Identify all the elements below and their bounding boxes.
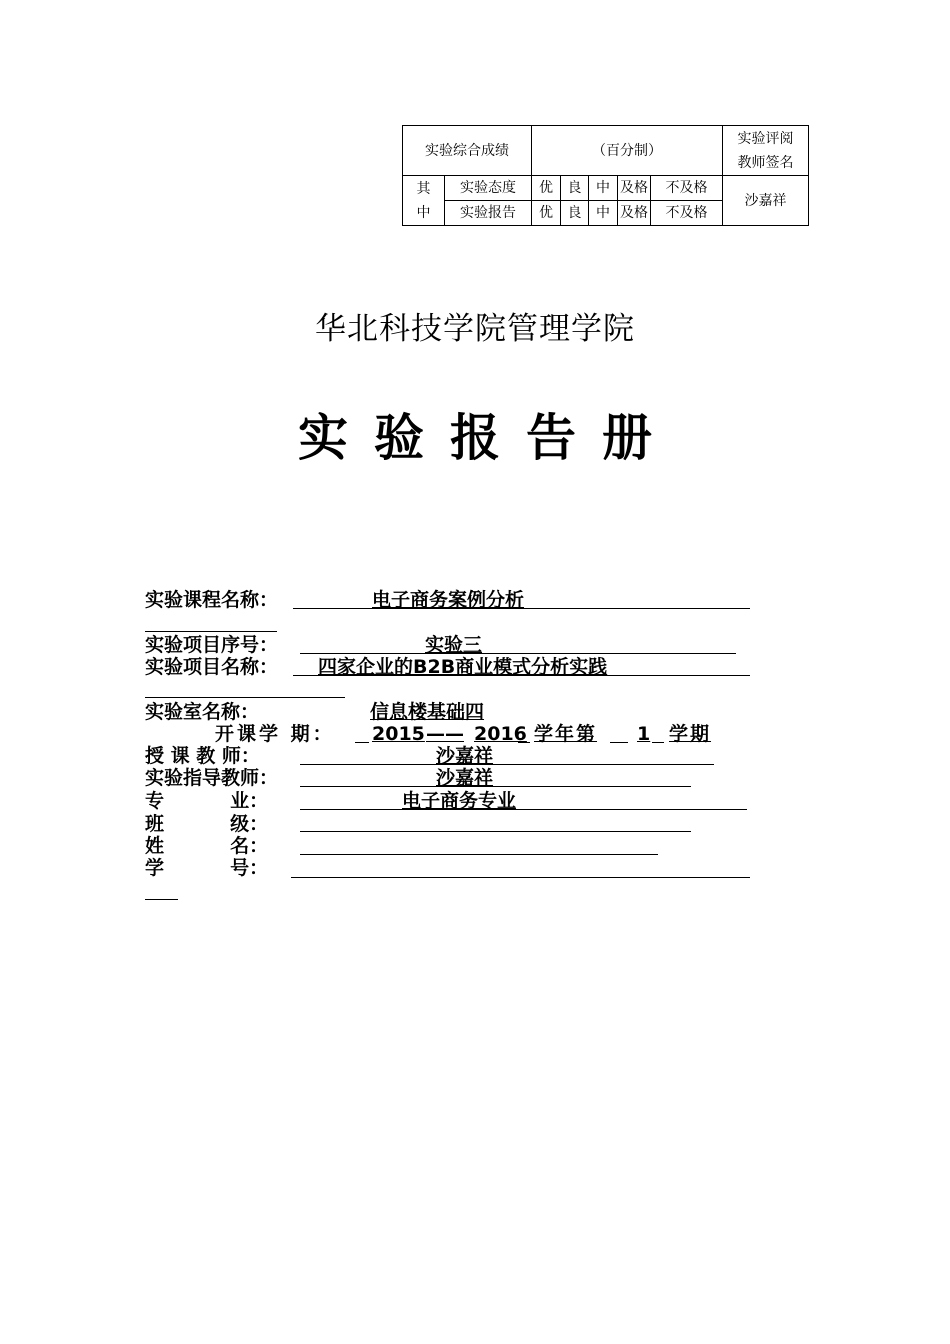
term-underline	[610, 742, 628, 743]
major-underline	[300, 809, 747, 810]
reviewer-header	[723, 126, 809, 176]
wrap-underline	[145, 899, 178, 900]
term-label: 开课学 期：	[215, 723, 335, 745]
scale-note: （百分制）	[532, 126, 723, 176]
major-label: 专 业：	[145, 790, 269, 812]
book-title: 实验报告册	[298, 408, 678, 467]
lab-label: 实验室名称：	[145, 701, 260, 723]
project-name-value: 四家企业的B2B商业模式分析实践	[318, 656, 608, 678]
lab-value: 信息楼基础四	[370, 701, 485, 723]
teacher-label: 授 课 教 师：	[145, 745, 260, 767]
attitude-label: 实验态度	[445, 176, 532, 201]
project-no-label: 实验项目序号：	[145, 634, 279, 656]
class-label: 班 级：	[145, 813, 269, 835]
college-name: 华北科技学院管理学院	[315, 311, 635, 347]
name-label: 姓 名：	[145, 835, 269, 857]
grade-table	[402, 125, 809, 226]
term-end: 学期	[669, 723, 712, 745]
term-underline	[518, 742, 530, 743]
major-value: 电子商务专业	[402, 790, 517, 812]
teacher-value: 沙嘉祥	[436, 745, 494, 767]
teacher-underline	[300, 764, 714, 765]
qizhong-cell	[403, 176, 445, 226]
project-no-underline	[300, 653, 736, 654]
student-id-label: 学 号：	[145, 857, 269, 879]
wrap-underline	[145, 631, 277, 632]
project-name-label: 实验项目名称：	[145, 656, 279, 678]
overall-score-label: 实验综合成绩	[403, 126, 532, 176]
term-dash: ——	[426, 723, 464, 745]
guide-value: 沙嘉祥	[436, 767, 494, 789]
qizhong-char-2: 中	[416, 204, 431, 221]
grade-option: 不及格	[651, 176, 723, 201]
course-value: 电子商务案例分析	[372, 589, 525, 611]
guide-underline	[300, 786, 691, 787]
reviewer-header-line2: 教师签名	[737, 154, 794, 171]
term-no: 1	[637, 723, 651, 745]
student-id-underline	[291, 877, 750, 878]
report-label: 实验报告	[445, 201, 532, 226]
project-no-value: 实验三	[425, 634, 483, 656]
grade-option: 良	[561, 201, 589, 226]
term-year-end: 2016	[474, 723, 527, 745]
term-underline	[652, 742, 664, 743]
grade-option: 中	[589, 176, 618, 201]
name-underline	[300, 854, 658, 855]
course-label: 实验课程名称：	[145, 589, 279, 611]
grade-option: 中	[589, 201, 618, 226]
term-underline	[355, 742, 369, 743]
wrap-underline	[145, 697, 345, 698]
guide-label: 实验指导教师：	[145, 767, 279, 789]
grade-option: 良	[561, 176, 589, 201]
class-underline	[300, 831, 691, 832]
reviewer-name: 沙嘉祥	[723, 176, 809, 226]
course-underline	[293, 608, 750, 609]
reviewer-header-line1: 实验评阅	[737, 130, 794, 147]
project-name-underline	[293, 675, 750, 676]
term-year-start: 2015	[372, 723, 425, 745]
grade-option: 优	[532, 201, 561, 226]
grade-option: 不及格	[651, 201, 723, 226]
grade-option: 优	[532, 176, 561, 201]
qizhong-char-1: 其	[416, 180, 431, 197]
term-mid: 学年第	[534, 723, 598, 745]
grade-option: 及格	[618, 201, 651, 226]
grade-option: 及格	[618, 176, 651, 201]
